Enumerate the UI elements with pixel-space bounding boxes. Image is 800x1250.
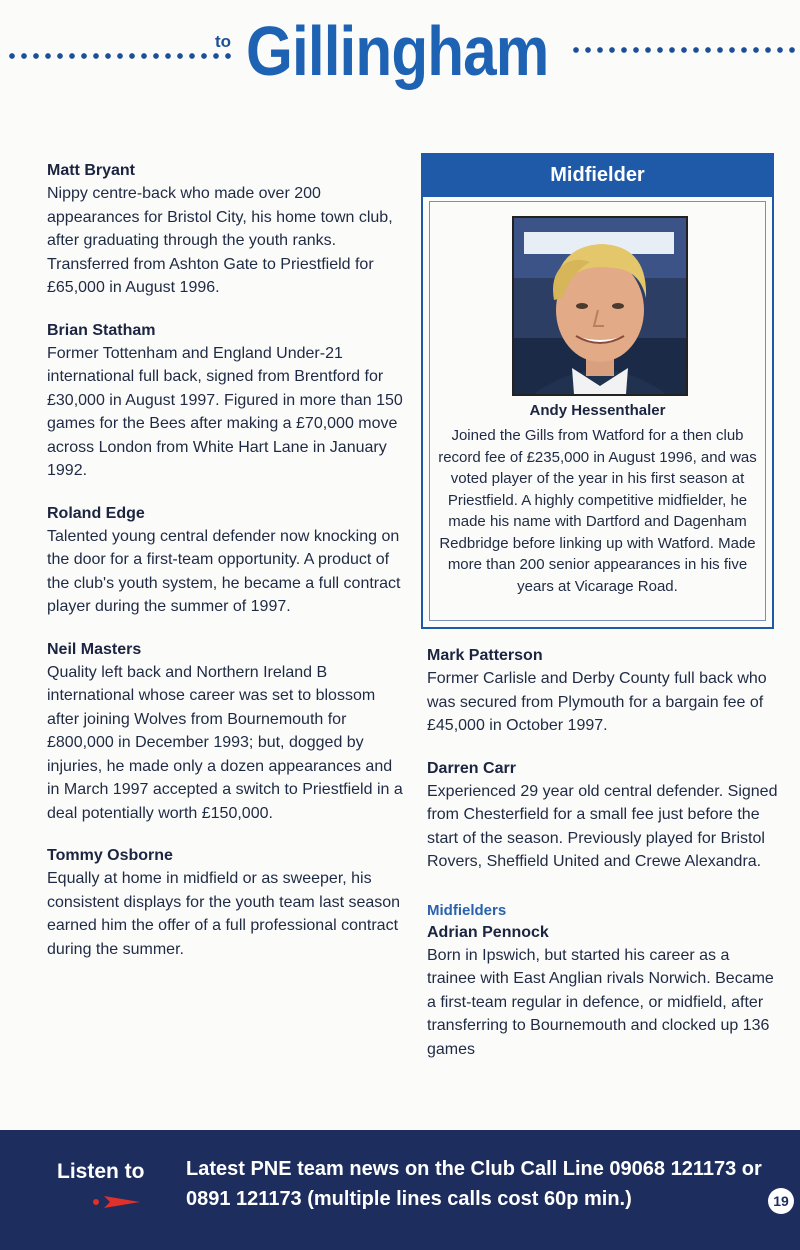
player-bio: Experienced 29 year old central defender. Signed from Chesterfield for a small fee just before the start of the season. Previously played for Bristol Rovers, Sheffield United and Crewe Alexandra. bbox=[427, 782, 778, 870]
dotted-rule-left bbox=[6, 52, 234, 60]
player-entry bbox=[47, 845, 407, 961]
player-photo bbox=[512, 216, 688, 396]
player-bio: Former Carlisle and Derby County full back who was secured from Plymouth for a bargain fee of £45,000 in October 1997. bbox=[427, 670, 767, 734]
player-name: Matt Bryant bbox=[47, 162, 136, 179]
featured-player-name: Andy Hessenthaler bbox=[529, 402, 666, 419]
player-name: Tommy Osborne bbox=[47, 847, 173, 864]
player-name: Adrian Pennock bbox=[427, 923, 549, 941]
player-name: Brian Statham bbox=[47, 321, 156, 339]
player-bio: Quality left back and Northern Ireland B international whose career was set to blossom after joining Wolves from Bournemouth for £800,000 in December 1993; but, dogged by injuries, he made only a dozen appearances and in March 1997 accepted a switch to Priestfield in a deal potentially worth £150,000. bbox=[47, 663, 403, 822]
club-call-message: Latest PNE team news on the Club Call Line 09068 121173 or 0891 121173 (multiple lines calls cost 60p min.) bbox=[186, 1158, 762, 1210]
player-name: Mark Patterson bbox=[427, 647, 543, 664]
player-entry bbox=[427, 645, 782, 738]
section-heading-midfielders: Midfielders bbox=[427, 901, 507, 919]
player-entry bbox=[427, 922, 782, 1062]
player-bio: Born in Ipswich, but started his career as a trainee with East Anglian rivals Norwich. Became a first-team regular in defence, or midfield, after transferring to Bournemouth and clocked up 136 games bbox=[427, 946, 774, 1058]
player-entry bbox=[47, 503, 407, 619]
dotted-rule-right bbox=[570, 46, 798, 54]
featured-player-panel bbox=[421, 153, 774, 629]
player-bio: Equally at home in midfield or as sweeper, his consistent displays for the youth team last season earned him the offer of a full professional contract during the summer. bbox=[47, 870, 401, 958]
player-bio: Former Tottenham and England Under-21 international full back, signed from Brentford for £30,000 in August 1997. Figured in more than 150 games for the Bees after making a £70,000 move across London from White Hart Lane in January 1992. bbox=[47, 344, 403, 479]
title-prefix: to bbox=[215, 32, 232, 51]
player-name: Darren Carr bbox=[427, 759, 516, 777]
page-header bbox=[0, 0, 800, 130]
player-entry bbox=[427, 758, 782, 874]
page-number: 19 bbox=[768, 1188, 794, 1214]
player-bio: Nippy centre-back who made over 200 appearances for Bristol City, his home town club, after graduating through the youth ranks. Transferred from Ashton Gate to Priestfield for £65,000 in August 1996. bbox=[47, 185, 393, 296]
panel-body bbox=[429, 201, 766, 621]
player-name: Neil Masters bbox=[47, 640, 142, 658]
player-entry bbox=[47, 639, 407, 826]
left-column bbox=[47, 160, 407, 981]
page-title: Gillingham bbox=[246, 12, 549, 90]
panel-heading: Midfielder bbox=[423, 155, 772, 197]
player-entry bbox=[47, 320, 407, 483]
right-column bbox=[427, 645, 782, 1081]
player-name: Roland Edge bbox=[47, 504, 145, 522]
arrow-right-icon bbox=[92, 1194, 142, 1210]
player-entry bbox=[47, 160, 407, 300]
player-portrait-image bbox=[514, 218, 686, 394]
listen-label: Listen to bbox=[57, 1160, 145, 1183]
featured-player-bio: Joined the Gills from Watford for a then club record fee of £235,000 in August 1996, and was voted player of the year in his first season at Priestfield. A highly competitive midfielder, he made his name with Dartford and Dagenham Redbridge before linking up with Watford. Made more than 200 senior appearances in his five years at Vicarage Road. bbox=[438, 427, 757, 595]
player-bio: Talented young central defender now knocking on the door for a first-team opportunity. A product of the club's youth system, he became a full contract player during the summer of 1997. bbox=[47, 527, 401, 615]
club-call-banner bbox=[0, 1130, 800, 1250]
